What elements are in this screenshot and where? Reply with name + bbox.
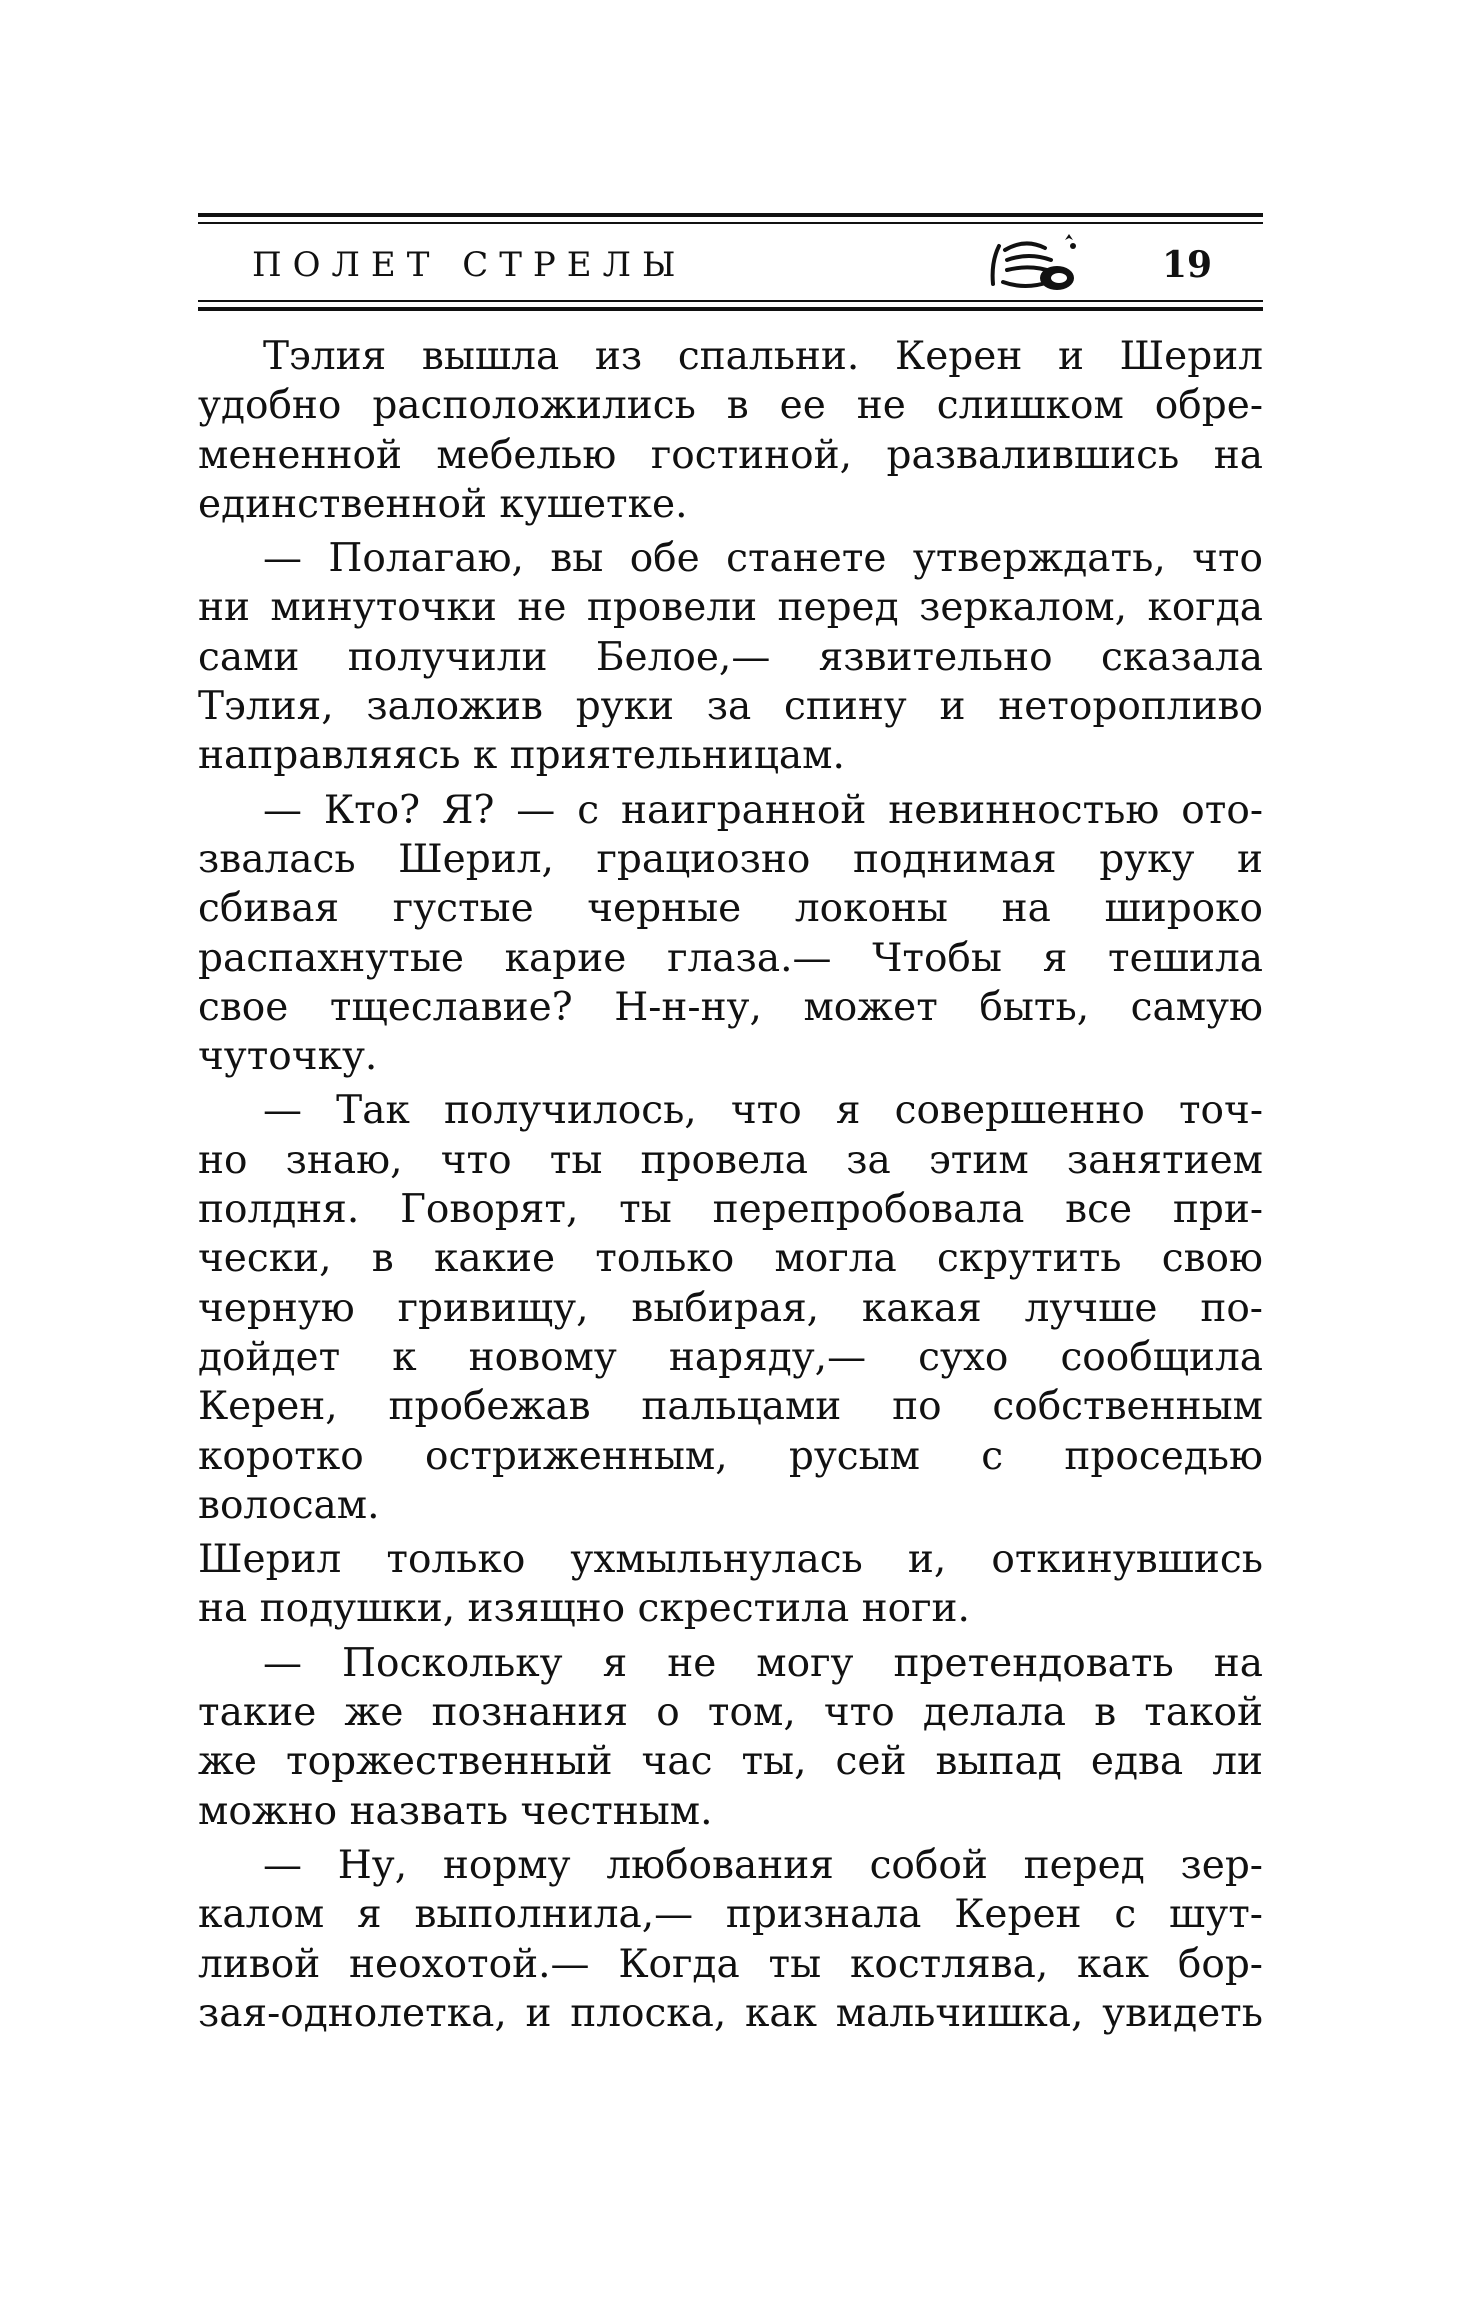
text-line: ни минуточки не провели перед зеркалом, когда xyxy=(198,585,1263,631)
stylized-horse-emblem-icon xyxy=(985,232,1083,296)
paragraph xyxy=(198,1841,1263,2038)
text-line: дойдет к новому наряду,— сухо сообщила xyxy=(198,1334,1263,1380)
paragraph xyxy=(198,332,1263,529)
text-line: направляясь к приятельницам. xyxy=(198,733,845,779)
page-number: 19 xyxy=(1162,244,1213,286)
text-line: удобно расположились в ее не слишком обре- xyxy=(198,383,1263,429)
text-line: калом я выполнила,— признала Керен с шут- xyxy=(198,1892,1263,1938)
text-line: Тэлия вышла из спальни. Керен и Шерил xyxy=(263,334,1263,379)
text-line: Тэлия, заложив руки за спину и неторопливо xyxy=(198,684,1263,730)
header-rule-bottom-thin xyxy=(198,300,1263,302)
paragraph xyxy=(198,1535,1263,1634)
text-line: сами получили Белое,— язвительно сказала xyxy=(198,634,1263,680)
text-line: свое тщеславие? Н-н-ну, может быть, самую xyxy=(198,984,1263,1030)
header-rule-bottom-thick xyxy=(198,307,1263,311)
text-line: Керен, пробежав пальцами по собственным xyxy=(198,1384,1263,1430)
text-line: — Поскольку я не могу претендовать на xyxy=(263,1640,1263,1686)
running-title: ПОЛЕТ СТРЕЛЫ xyxy=(252,245,687,285)
text-line: же торжественный час ты, сей выпад едва ли xyxy=(198,1739,1263,1785)
paragraph xyxy=(198,1086,1263,1530)
text-line: коротко остриженным, русым с проседью xyxy=(198,1433,1263,1479)
text-line: на подушки, изящно скрестила ноги. xyxy=(198,1586,970,1632)
text-line: полдня. Говорят, ты перепробовала все при- xyxy=(198,1187,1263,1233)
paragraph xyxy=(198,1639,1263,1836)
text-line: Шерил только ухмыльнулась и, откинувшись xyxy=(198,1537,1263,1583)
text-line: — Так получилось, что я совершенно точ- xyxy=(263,1088,1263,1134)
text-line: такие же познания о том, что делала в такой xyxy=(198,1690,1263,1736)
text-line: зая-однолетка, и плоска, как мальчишка, увидеть xyxy=(198,1990,1263,2036)
text-line: распахнутые карие глаза.— Чтобы я тешила xyxy=(198,935,1263,981)
text-line: чески, в какие только могла скрутить свою xyxy=(198,1236,1263,1282)
paragraph xyxy=(198,786,1263,1082)
header-rule-top-thick xyxy=(198,213,1263,217)
text-line: единственной кушетке. xyxy=(198,481,688,527)
header-rule-top-thin xyxy=(198,222,1263,224)
text-line: но знаю, что ты провела за этим занятием xyxy=(198,1137,1263,1183)
text-line: можно назвать честным. xyxy=(198,1788,713,1834)
paragraph xyxy=(198,534,1263,780)
text-line: черную гривищу, выбирая, какая лучше по- xyxy=(198,1285,1263,1331)
text-line: звалась Шерил, грациозно поднимая руку и xyxy=(198,836,1263,882)
text-line: — Полагаю, вы обе станете утверждать, что xyxy=(263,536,1263,582)
text-line: мененной мебелью гостиной, развалившись на xyxy=(198,432,1263,478)
text-line: — Ну, норму любования собой перед зер- xyxy=(263,1842,1263,1888)
text-line: сбивая густые черные локоны на широко xyxy=(198,886,1263,932)
text-line: ливой неохотой.— Когда ты костлява, как бор- xyxy=(198,1941,1263,1987)
text-line: — Кто? Я? — с наигранной невинностью ото- xyxy=(263,787,1263,833)
text-line: чуточку. xyxy=(198,1034,378,1080)
body-text xyxy=(198,332,1263,2038)
text-line: волосам. xyxy=(198,1482,380,1528)
